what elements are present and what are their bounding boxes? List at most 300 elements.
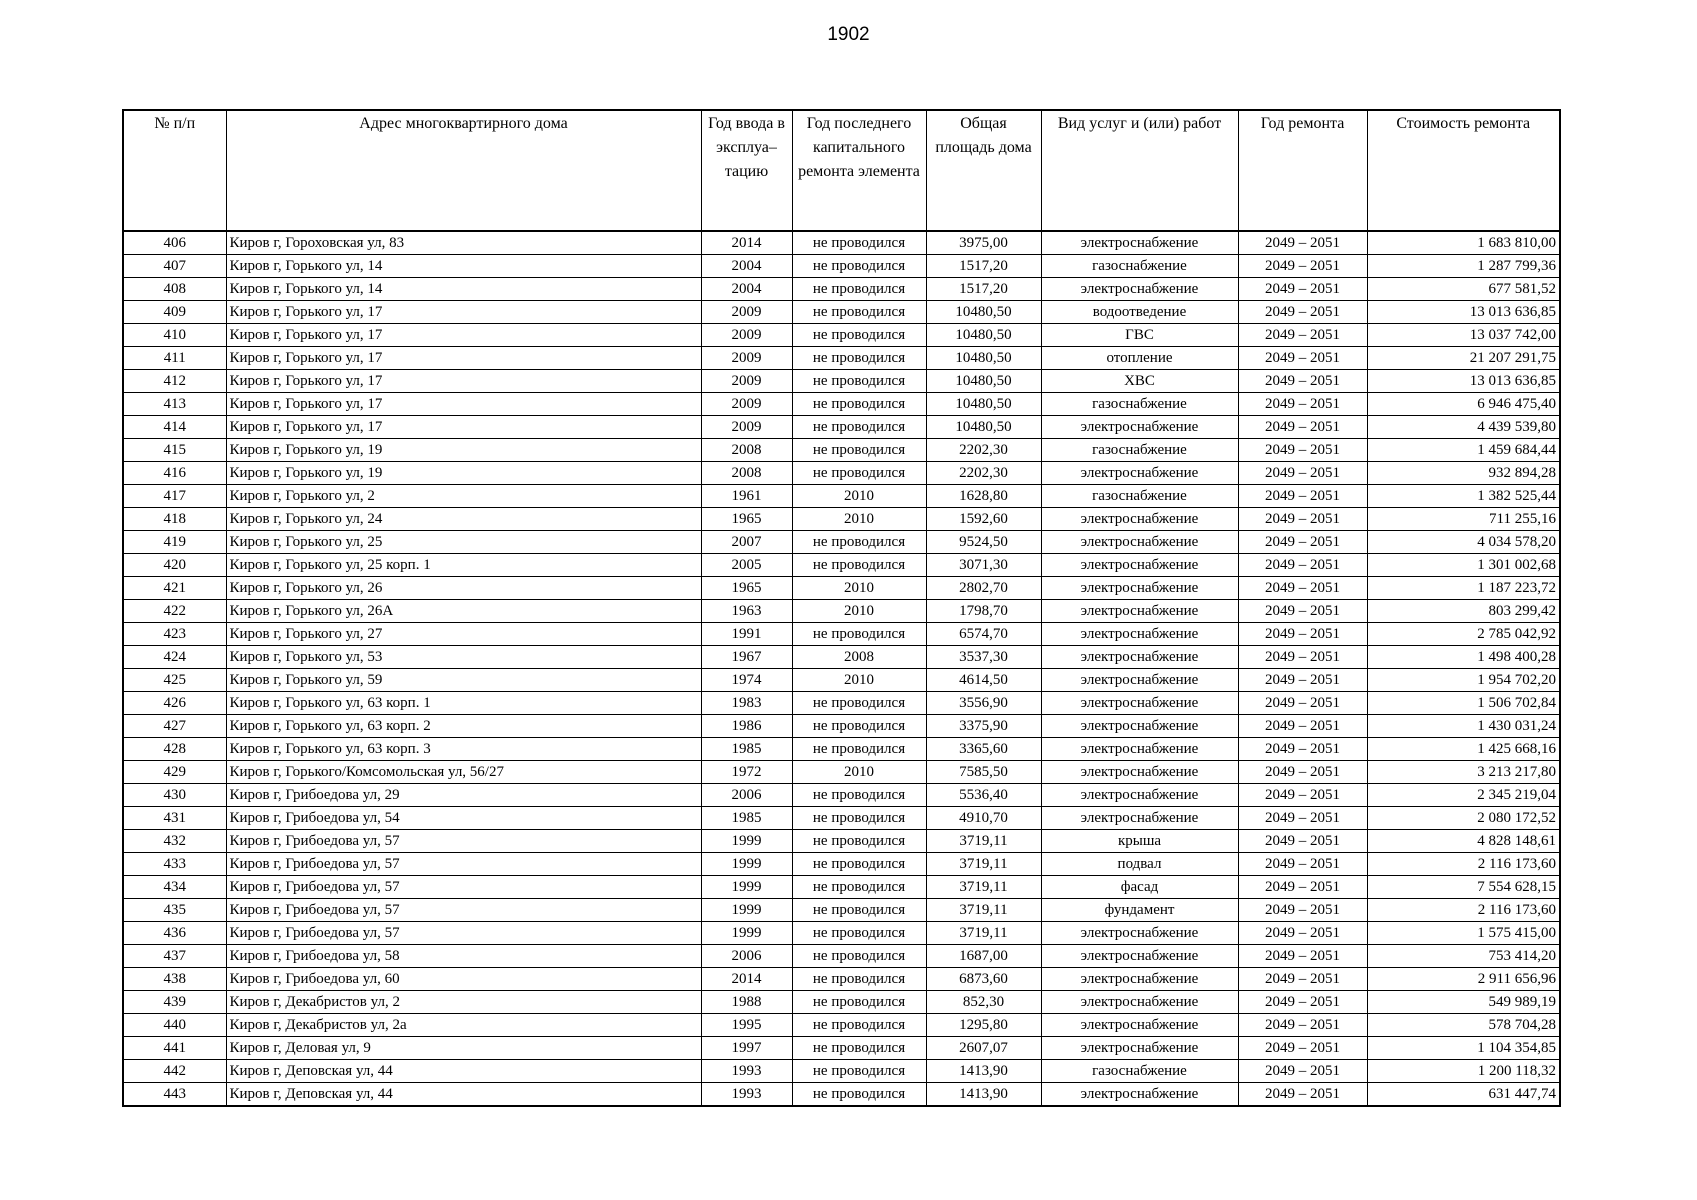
cell-repair-cost: 1 287 799,36: [1367, 255, 1560, 278]
cell-total-area: 1628,80: [926, 485, 1041, 508]
cell-total-area: 2607,07: [926, 1037, 1041, 1060]
cell-commission-year: 1993: [701, 1060, 792, 1083]
header-row: [123, 110, 1560, 231]
cell-repair-cost: 1 498 400,28: [1367, 646, 1560, 669]
cell-row-number: 424: [123, 646, 226, 669]
cell-last-repair-year: не проводился: [792, 347, 926, 370]
cell-repair-cost: 549 989,19: [1367, 991, 1560, 1014]
cell-address: Киров г, Горького ул, 17: [226, 393, 701, 416]
cell-service-type: электроснабжение: [1041, 945, 1238, 968]
cell-total-area: 1798,70: [926, 600, 1041, 623]
cell-total-area: 10480,50: [926, 416, 1041, 439]
cell-total-area: 10480,50: [926, 301, 1041, 324]
cell-row-number: 441: [123, 1037, 226, 1060]
cell-row-number: 442: [123, 1060, 226, 1083]
cell-address: Киров г, Горького ул, 17: [226, 416, 701, 439]
cell-repair-cost: 1 430 031,24: [1367, 715, 1560, 738]
header-commission-year: Год ввода в эксплуа–тацию: [701, 110, 792, 231]
cell-row-number: 410: [123, 324, 226, 347]
cell-commission-year: 1999: [701, 876, 792, 899]
cell-repair-year: 2049 – 2051: [1238, 945, 1367, 968]
cell-service-type: электроснабжение: [1041, 991, 1238, 1014]
cell-commission-year: 2009: [701, 324, 792, 347]
cell-repair-year: 2049 – 2051: [1238, 393, 1367, 416]
cell-service-type: крыша: [1041, 830, 1238, 853]
cell-commission-year: 2009: [701, 393, 792, 416]
cell-address: Киров г, Горького ул, 14: [226, 278, 701, 301]
cell-address: Киров г, Горького ул, 53: [226, 646, 701, 669]
cell-repair-year: 2049 – 2051: [1238, 807, 1367, 830]
cell-repair-year: 2049 – 2051: [1238, 899, 1367, 922]
table-row: [123, 508, 1560, 531]
cell-repair-year: 2049 – 2051: [1238, 600, 1367, 623]
cell-commission-year: 1972: [701, 761, 792, 784]
cell-repair-cost: 631 447,74: [1367, 1083, 1560, 1107]
table-row: [123, 784, 1560, 807]
cell-last-repair-year: не проводился: [792, 554, 926, 577]
cell-row-number: 411: [123, 347, 226, 370]
cell-last-repair-year: не проводился: [792, 255, 926, 278]
table-row: [123, 600, 1560, 623]
cell-total-area: 3375,90: [926, 715, 1041, 738]
cell-repair-cost: 1 425 668,16: [1367, 738, 1560, 761]
table-row: [123, 1060, 1560, 1083]
cell-address: Киров г, Горького ул, 26: [226, 577, 701, 600]
cell-last-repair-year: не проводился: [792, 1037, 926, 1060]
cell-commission-year: 1999: [701, 899, 792, 922]
table-row: [123, 876, 1560, 899]
cell-address: Киров г, Гороховская ул, 83: [226, 231, 701, 255]
cell-repair-year: 2049 – 2051: [1238, 1037, 1367, 1060]
cell-repair-cost: 4 034 578,20: [1367, 531, 1560, 554]
table-row: [123, 531, 1560, 554]
table-row: [123, 554, 1560, 577]
cell-last-repair-year: 2010: [792, 761, 926, 784]
cell-repair-year: 2049 – 2051: [1238, 669, 1367, 692]
cell-service-type: электроснабжение: [1041, 784, 1238, 807]
cell-repair-year: 2049 – 2051: [1238, 508, 1367, 531]
cell-commission-year: 1965: [701, 577, 792, 600]
cell-total-area: 7585,50: [926, 761, 1041, 784]
cell-address: Киров г, Горького ул, 2: [226, 485, 701, 508]
header-repair-year: Год ремонта: [1238, 110, 1367, 231]
cell-service-type: подвал: [1041, 853, 1238, 876]
cell-repair-year: 2049 – 2051: [1238, 830, 1367, 853]
cell-repair-cost: 578 704,28: [1367, 1014, 1560, 1037]
repair-registry-table: [122, 109, 1561, 1107]
cell-repair-year: 2049 – 2051: [1238, 853, 1367, 876]
table-row: [123, 669, 1560, 692]
cell-total-area: 1517,20: [926, 255, 1041, 278]
cell-repair-year: 2049 – 2051: [1238, 347, 1367, 370]
header-row-number: № п/п: [123, 110, 226, 231]
table-row: [123, 715, 1560, 738]
cell-commission-year: 1986: [701, 715, 792, 738]
cell-row-number: 421: [123, 577, 226, 600]
cell-service-type: электроснабжение: [1041, 1014, 1238, 1037]
cell-total-area: 3537,30: [926, 646, 1041, 669]
table-row: [123, 370, 1560, 393]
cell-service-type: электроснабжение: [1041, 600, 1238, 623]
header-address: Адрес многоквартирного дома: [226, 110, 701, 231]
cell-commission-year: 2004: [701, 278, 792, 301]
cell-service-type: фундамент: [1041, 899, 1238, 922]
cell-address: Киров г, Деповская ул, 44: [226, 1060, 701, 1083]
cell-repair-year: 2049 – 2051: [1238, 1060, 1367, 1083]
cell-repair-year: 2049 – 2051: [1238, 1083, 1367, 1107]
cell-commission-year: 1963: [701, 600, 792, 623]
table-row: [123, 1037, 1560, 1060]
cell-repair-year: 2049 – 2051: [1238, 715, 1367, 738]
cell-repair-cost: 1 459 684,44: [1367, 439, 1560, 462]
cell-commission-year: 2009: [701, 301, 792, 324]
cell-repair-cost: 803 299,42: [1367, 600, 1560, 623]
cell-address: Киров г, Горького ул, 63 корп. 1: [226, 692, 701, 715]
cell-total-area: 852,30: [926, 991, 1041, 1014]
table-row: [123, 347, 1560, 370]
header-last-repair-year: Год последнего капитального ремонта элемента: [792, 110, 926, 231]
cell-repair-cost: 6 946 475,40: [1367, 393, 1560, 416]
cell-last-repair-year: 2010: [792, 600, 926, 623]
table-header: [123, 110, 1560, 231]
header-repair-cost: Стоимость ремонта: [1367, 110, 1560, 231]
table-row: [123, 577, 1560, 600]
cell-repair-year: 2049 – 2051: [1238, 761, 1367, 784]
cell-address: Киров г, Декабристов ул, 2: [226, 991, 701, 1014]
cell-repair-cost: 1 954 702,20: [1367, 669, 1560, 692]
cell-repair-cost: 2 116 173,60: [1367, 853, 1560, 876]
cell-repair-year: 2049 – 2051: [1238, 692, 1367, 715]
cell-total-area: 3365,60: [926, 738, 1041, 761]
cell-last-repair-year: не проводился: [792, 278, 926, 301]
cell-repair-cost: 13 013 636,85: [1367, 301, 1560, 324]
cell-address: Киров г, Горького ул, 17: [226, 324, 701, 347]
cell-total-area: 2802,70: [926, 577, 1041, 600]
cell-total-area: 3975,00: [926, 231, 1041, 255]
cell-row-number: 433: [123, 853, 226, 876]
cell-service-type: ХВС: [1041, 370, 1238, 393]
cell-commission-year: 2004: [701, 255, 792, 278]
cell-commission-year: 1995: [701, 1014, 792, 1037]
cell-repair-year: 2049 – 2051: [1238, 784, 1367, 807]
cell-repair-year: 2049 – 2051: [1238, 991, 1367, 1014]
cell-last-repair-year: не проводился: [792, 324, 926, 347]
cell-total-area: 5536,40: [926, 784, 1041, 807]
cell-row-number: 425: [123, 669, 226, 692]
cell-commission-year: 2009: [701, 347, 792, 370]
table-row: [123, 393, 1560, 416]
cell-last-repair-year: не проводился: [792, 945, 926, 968]
cell-service-type: электроснабжение: [1041, 531, 1238, 554]
cell-last-repair-year: не проводился: [792, 853, 926, 876]
cell-total-area: 1687,00: [926, 945, 1041, 968]
cell-last-repair-year: 2010: [792, 508, 926, 531]
cell-row-number: 413: [123, 393, 226, 416]
cell-last-repair-year: не проводился: [792, 416, 926, 439]
cell-row-number: 431: [123, 807, 226, 830]
cell-service-type: электроснабжение: [1041, 669, 1238, 692]
cell-repair-year: 2049 – 2051: [1238, 876, 1367, 899]
table-row: [123, 830, 1560, 853]
cell-repair-cost: 4 439 539,80: [1367, 416, 1560, 439]
cell-address: Киров г, Горького ул, 25 корп. 1: [226, 554, 701, 577]
cell-last-repair-year: не проводился: [792, 968, 926, 991]
cell-repair-year: 2049 – 2051: [1238, 577, 1367, 600]
cell-row-number: 429: [123, 761, 226, 784]
cell-row-number: 414: [123, 416, 226, 439]
cell-service-type: газоснабжение: [1041, 1060, 1238, 1083]
cell-row-number: 432: [123, 830, 226, 853]
cell-repair-cost: 13 013 636,85: [1367, 370, 1560, 393]
cell-address: Киров г, Горького ул, 63 корп. 3: [226, 738, 701, 761]
cell-total-area: 6574,70: [926, 623, 1041, 646]
cell-row-number: 416: [123, 462, 226, 485]
cell-total-area: 4614,50: [926, 669, 1041, 692]
table-row: [123, 646, 1560, 669]
cell-repair-year: 2049 – 2051: [1238, 255, 1367, 278]
cell-address: Киров г, Грибоедова ул, 57: [226, 899, 701, 922]
cell-repair-year: 2049 – 2051: [1238, 738, 1367, 761]
cell-commission-year: 2009: [701, 370, 792, 393]
header-total-area: Общая площадь дома: [926, 110, 1041, 231]
cell-total-area: 3719,11: [926, 830, 1041, 853]
table-row: [123, 899, 1560, 922]
cell-service-type: электроснабжение: [1041, 623, 1238, 646]
cell-address: Киров г, Декабристов ул, 2а: [226, 1014, 701, 1037]
cell-total-area: 2202,30: [926, 439, 1041, 462]
cell-service-type: электроснабжение: [1041, 577, 1238, 600]
cell-total-area: 1413,90: [926, 1060, 1041, 1083]
cell-repair-year: 2049 – 2051: [1238, 278, 1367, 301]
table-row: [123, 462, 1560, 485]
cell-commission-year: 2014: [701, 968, 792, 991]
cell-commission-year: 2014: [701, 231, 792, 255]
cell-service-type: электроснабжение: [1041, 715, 1238, 738]
cell-address: Киров г, Грибоедова ул, 60: [226, 968, 701, 991]
table-row: [123, 485, 1560, 508]
cell-row-number: 438: [123, 968, 226, 991]
cell-total-area: 1517,20: [926, 278, 1041, 301]
cell-row-number: 409: [123, 301, 226, 324]
cell-total-area: 3719,11: [926, 899, 1041, 922]
cell-row-number: 439: [123, 991, 226, 1014]
cell-last-repair-year: 2010: [792, 485, 926, 508]
cell-row-number: 422: [123, 600, 226, 623]
cell-repair-cost: 2 345 219,04: [1367, 784, 1560, 807]
cell-address: Киров г, Грибоедова ул, 57: [226, 922, 701, 945]
cell-total-area: 3071,30: [926, 554, 1041, 577]
cell-repair-cost: 711 255,16: [1367, 508, 1560, 531]
cell-address: Киров г, Горького ул, 14: [226, 255, 701, 278]
table-row: [123, 301, 1560, 324]
cell-service-type: электроснабжение: [1041, 416, 1238, 439]
cell-repair-year: 2049 – 2051: [1238, 439, 1367, 462]
cell-total-area: 3556,90: [926, 692, 1041, 715]
cell-row-number: 427: [123, 715, 226, 738]
cell-service-type: электроснабжение: [1041, 554, 1238, 577]
cell-repair-cost: 4 828 148,61: [1367, 830, 1560, 853]
cell-repair-year: 2049 – 2051: [1238, 324, 1367, 347]
cell-last-repair-year: 2010: [792, 669, 926, 692]
cell-row-number: 412: [123, 370, 226, 393]
cell-commission-year: 2007: [701, 531, 792, 554]
cell-repair-year: 2049 – 2051: [1238, 922, 1367, 945]
table-row: [123, 255, 1560, 278]
cell-row-number: 434: [123, 876, 226, 899]
cell-address: Киров г, Грибоедова ул, 57: [226, 876, 701, 899]
cell-commission-year: 1974: [701, 669, 792, 692]
cell-row-number: 417: [123, 485, 226, 508]
cell-address: Киров г, Грибоедова ул, 57: [226, 853, 701, 876]
cell-commission-year: 2008: [701, 462, 792, 485]
cell-repair-cost: 932 894,28: [1367, 462, 1560, 485]
cell-service-type: электроснабжение: [1041, 231, 1238, 255]
cell-row-number: 407: [123, 255, 226, 278]
cell-last-repair-year: не проводился: [792, 991, 926, 1014]
cell-service-type: электроснабжение: [1041, 807, 1238, 830]
cell-repair-year: 2049 – 2051: [1238, 531, 1367, 554]
table-row: [123, 439, 1560, 462]
cell-service-type: электроснабжение: [1041, 462, 1238, 485]
cell-service-type: фасад: [1041, 876, 1238, 899]
cell-address: Киров г, Горького ул, 17: [226, 370, 701, 393]
cell-commission-year: 1993: [701, 1083, 792, 1107]
cell-address: Киров г, Деловая ул, 9: [226, 1037, 701, 1060]
cell-last-repair-year: не проводился: [792, 531, 926, 554]
cell-last-repair-year: не проводился: [792, 876, 926, 899]
table-row: [123, 324, 1560, 347]
cell-row-number: 435: [123, 899, 226, 922]
cell-address: Киров г, Горького ул, 63 корп. 2: [226, 715, 701, 738]
cell-commission-year: 1999: [701, 922, 792, 945]
cell-row-number: 406: [123, 231, 226, 255]
cell-total-area: 10480,50: [926, 370, 1041, 393]
cell-row-number: 418: [123, 508, 226, 531]
cell-row-number: 430: [123, 784, 226, 807]
cell-address: Киров г, Горького ул, 17: [226, 301, 701, 324]
cell-commission-year: 1967: [701, 646, 792, 669]
table-row: [123, 278, 1560, 301]
cell-service-type: газоснабжение: [1041, 485, 1238, 508]
cell-service-type: электроснабжение: [1041, 278, 1238, 301]
cell-last-repair-year: не проводился: [792, 370, 926, 393]
cell-last-repair-year: не проводился: [792, 715, 926, 738]
cell-total-area: 3719,11: [926, 853, 1041, 876]
cell-repair-year: 2049 – 2051: [1238, 646, 1367, 669]
cell-repair-cost: 1 301 002,68: [1367, 554, 1560, 577]
cell-last-repair-year: не проводился: [792, 784, 926, 807]
cell-repair-cost: 21 207 291,75: [1367, 347, 1560, 370]
cell-address: Киров г, Горького ул, 26А: [226, 600, 701, 623]
cell-total-area: 6873,60: [926, 968, 1041, 991]
cell-address: Киров г, Грибоедова ул, 29: [226, 784, 701, 807]
cell-service-type: электроснабжение: [1041, 738, 1238, 761]
table-row: [123, 231, 1560, 255]
cell-repair-cost: 1 104 354,85: [1367, 1037, 1560, 1060]
table-row: [123, 807, 1560, 830]
cell-address: Киров г, Горького ул, 24: [226, 508, 701, 531]
cell-service-type: газоснабжение: [1041, 393, 1238, 416]
cell-service-type: электроснабжение: [1041, 692, 1238, 715]
cell-repair-year: 2049 – 2051: [1238, 416, 1367, 439]
cell-last-repair-year: не проводился: [792, 1083, 926, 1107]
cell-repair-year: 2049 – 2051: [1238, 462, 1367, 485]
cell-repair-cost: 1 200 118,32: [1367, 1060, 1560, 1083]
cell-row-number: 436: [123, 922, 226, 945]
cell-commission-year: 1983: [701, 692, 792, 715]
cell-last-repair-year: не проводился: [792, 899, 926, 922]
cell-service-type: электроснабжение: [1041, 508, 1238, 531]
cell-repair-cost: 2 080 172,52: [1367, 807, 1560, 830]
header-service-type: Вид услуг и (или) работ: [1041, 110, 1238, 231]
cell-address: Киров г, Грибоедова ул, 58: [226, 945, 701, 968]
cell-commission-year: 2005: [701, 554, 792, 577]
cell-total-area: 1295,80: [926, 1014, 1041, 1037]
cell-total-area: 2202,30: [926, 462, 1041, 485]
cell-row-number: 428: [123, 738, 226, 761]
cell-repair-year: 2049 – 2051: [1238, 485, 1367, 508]
cell-address: Киров г, Горького ул, 59: [226, 669, 701, 692]
cell-service-type: ГВС: [1041, 324, 1238, 347]
cell-service-type: электроснабжение: [1041, 922, 1238, 945]
cell-commission-year: 1965: [701, 508, 792, 531]
cell-commission-year: 1999: [701, 853, 792, 876]
cell-row-number: 440: [123, 1014, 226, 1037]
cell-service-type: газоснабжение: [1041, 439, 1238, 462]
cell-address: Киров г, Деповская ул, 44: [226, 1083, 701, 1107]
cell-row-number: 415: [123, 439, 226, 462]
cell-service-type: электроснабжение: [1041, 968, 1238, 991]
cell-commission-year: 1997: [701, 1037, 792, 1060]
table-row: [123, 922, 1560, 945]
cell-repair-year: 2049 – 2051: [1238, 231, 1367, 255]
cell-repair-cost: 1 506 702,84: [1367, 692, 1560, 715]
cell-last-repair-year: не проводился: [792, 301, 926, 324]
table-row: [123, 1014, 1560, 1037]
cell-repair-cost: 1 382 525,44: [1367, 485, 1560, 508]
cell-commission-year: 2006: [701, 784, 792, 807]
cell-repair-cost: 677 581,52: [1367, 278, 1560, 301]
cell-total-area: 4910,70: [926, 807, 1041, 830]
cell-commission-year: 2008: [701, 439, 792, 462]
cell-total-area: 10480,50: [926, 393, 1041, 416]
cell-commission-year: 2009: [701, 416, 792, 439]
cell-last-repair-year: не проводился: [792, 1014, 926, 1037]
cell-commission-year: 1991: [701, 623, 792, 646]
table-row: [123, 623, 1560, 646]
cell-total-area: 10480,50: [926, 324, 1041, 347]
cell-commission-year: 1985: [701, 738, 792, 761]
table-row: [123, 945, 1560, 968]
cell-row-number: 426: [123, 692, 226, 715]
cell-last-repair-year: не проводился: [792, 922, 926, 945]
cell-address: Киров г, Грибоедова ул, 57: [226, 830, 701, 853]
cell-repair-year: 2049 – 2051: [1238, 623, 1367, 646]
cell-total-area: 3719,11: [926, 876, 1041, 899]
cell-row-number: 420: [123, 554, 226, 577]
cell-address: Киров г, Грибоедова ул, 54: [226, 807, 701, 830]
cell-last-repair-year: не проводился: [792, 462, 926, 485]
cell-service-type: электроснабжение: [1041, 761, 1238, 784]
cell-repair-cost: 1 683 810,00: [1367, 231, 1560, 255]
cell-last-repair-year: не проводился: [792, 623, 926, 646]
table-row: [123, 761, 1560, 784]
cell-repair-cost: 1 575 415,00: [1367, 922, 1560, 945]
cell-service-type: электроснабжение: [1041, 1083, 1238, 1107]
table-row: [123, 853, 1560, 876]
cell-address: Киров г, Горького ул, 19: [226, 439, 701, 462]
cell-commission-year: 1999: [701, 830, 792, 853]
